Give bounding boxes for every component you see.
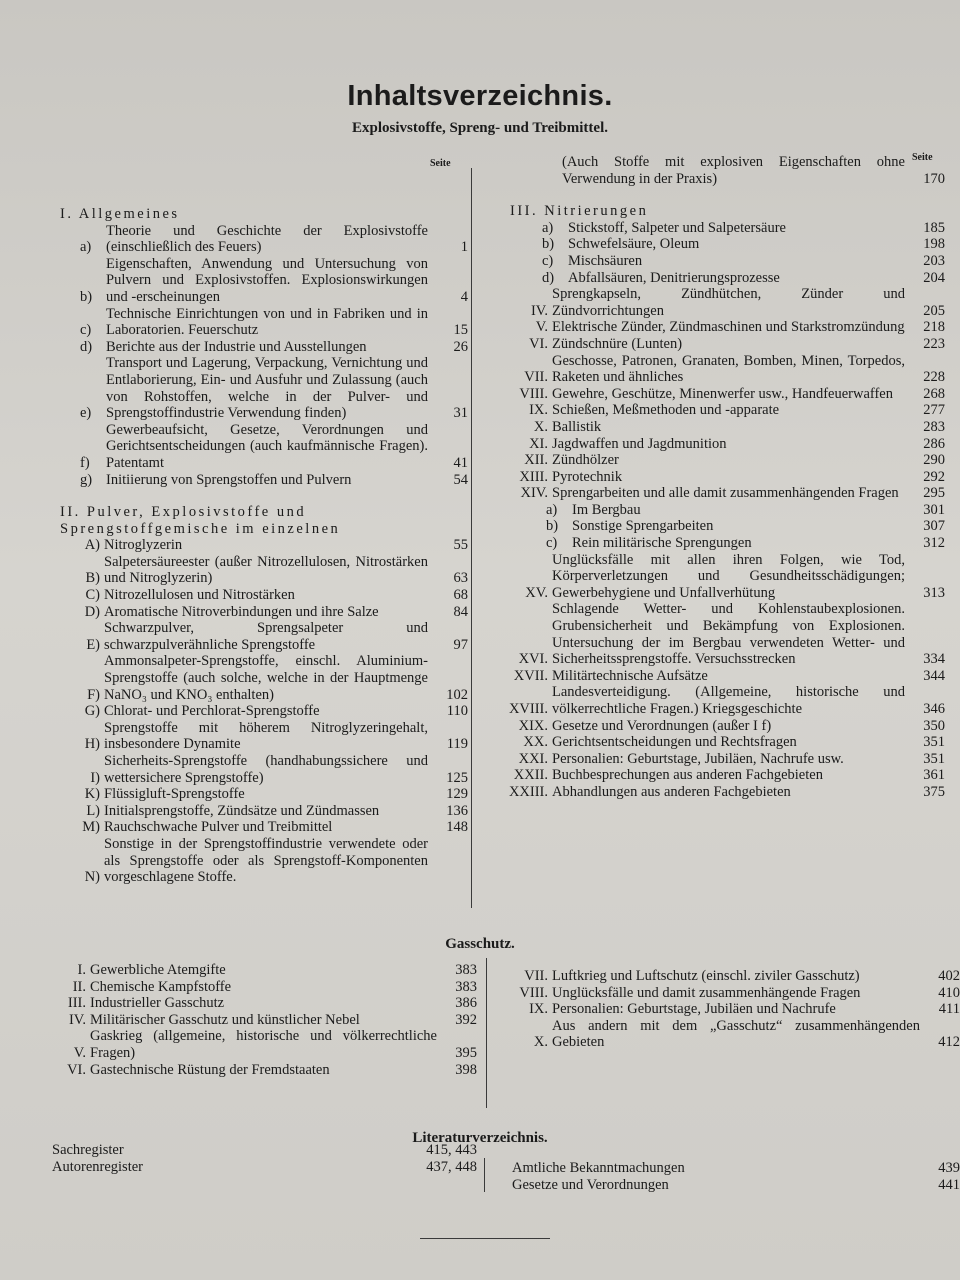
entry-number: d) <box>542 269 555 286</box>
page-number: 351 <box>923 734 945 751</box>
entry-number: XX. <box>523 734 548 751</box>
page-number: 295 <box>923 485 945 502</box>
entry-number: XV. <box>525 584 548 601</box>
left-column <box>60 198 468 886</box>
entry-text: Industrieller Gasschutz <box>90 995 225 1012</box>
list-item <box>500 684 945 717</box>
page-number: 395 <box>455 1044 477 1061</box>
page-number: 26 <box>453 338 468 355</box>
list-item <box>500 601 945 667</box>
page-number: 301 <box>923 501 945 518</box>
entry-number: E) <box>86 636 100 653</box>
page-number: 351 <box>923 750 945 767</box>
entry-text: Gastechnische Rüstung der Fremdstaaten <box>90 1061 330 1078</box>
literatur-right <box>512 1160 960 1193</box>
page-number: 344 <box>923 667 945 684</box>
page-number: 383 <box>455 978 477 995</box>
entry-number: e) <box>80 405 92 422</box>
entry-text: Sicherheits-Sprengstoffe (handhabungssichere und wettersichere Sprengstoffe) <box>104 753 428 786</box>
entry-number: L) <box>86 802 100 819</box>
entry-number: a) <box>542 219 554 236</box>
entry-number: f) <box>80 454 90 471</box>
list-item <box>60 554 468 587</box>
entry-number: XIX. <box>518 717 548 734</box>
page-number: 411 <box>938 1001 960 1018</box>
page-number: 97 <box>453 636 468 653</box>
list-item <box>500 518 945 535</box>
page-number: 437, 448 <box>426 1158 477 1175</box>
entry-text: Nitrozellulosen und Nitrostärken <box>104 587 295 604</box>
pulver-list <box>60 537 468 885</box>
list-item <box>500 452 945 469</box>
entry-number: IV. <box>68 1011 86 1028</box>
entry-text: Personalien: Geburtstage, Jubiläen, Nachrufe usw. <box>552 750 844 767</box>
list-item <box>60 604 468 621</box>
entry-text: Sachregister <box>52 1142 124 1158</box>
page-number: 383 <box>455 962 477 978</box>
literatur-left <box>52 1142 477 1175</box>
entry-text: Aus andern mit dem „Gasschutz“ zusammenhängenden Gebieten <box>552 1017 920 1051</box>
gasschutz-divider <box>486 958 487 1108</box>
list-item <box>52 979 477 996</box>
entry-text: Militärischer Gasschutz und künstlicher Nebel <box>90 1011 360 1028</box>
entry-number: XVII. <box>513 667 548 684</box>
entry-number: I. <box>77 962 86 978</box>
gasschutz-right-list <box>500 968 960 1051</box>
group-heading-nitrierungen: III. Nitrierungen <box>510 203 649 220</box>
list-item <box>60 819 468 836</box>
list-item <box>500 154 945 187</box>
entry-number: G) <box>84 703 100 720</box>
entry-text: Gesetze und Verordnungen <box>512 1176 669 1193</box>
section-heading-literatur: Literaturverzeichnis. <box>412 1130 548 1146</box>
list-item <box>60 587 468 604</box>
page-number: 313 <box>923 584 945 601</box>
entry-text: Jagdwaffen und Jagdmunition <box>552 435 727 452</box>
page-number: 283 <box>923 418 945 435</box>
entry-number: XVIII. <box>508 701 548 717</box>
list-item <box>52 1028 477 1061</box>
entry-number: B) <box>85 570 100 587</box>
entry-number: b) <box>542 236 555 253</box>
entry-text: Abfallsäuren, Denitrierungsprozesse <box>568 269 780 286</box>
entry-number: XI. <box>529 435 548 452</box>
list-item <box>500 535 945 552</box>
group-heading-pulver: II. Pulver, Explosivstoffe und Sprengstoffgemische im einzelnen <box>60 504 341 537</box>
page-number: 286 <box>923 435 945 452</box>
entry-number: XXIII. <box>508 783 548 800</box>
list-item <box>52 1142 477 1159</box>
page-number: 375 <box>923 783 945 800</box>
entry-text: Autorenregister <box>52 1158 143 1175</box>
list-item <box>60 355 468 421</box>
gasschutz-left <box>52 962 477 1078</box>
list-item <box>500 767 945 784</box>
entry-number: a) <box>80 239 92 256</box>
entry-number: XIV. <box>520 485 548 502</box>
allgemeines-list <box>60 223 468 489</box>
list-item <box>500 784 945 801</box>
page-number: 84 <box>453 603 468 620</box>
literatur-divider <box>484 1158 485 1192</box>
section-heading-explosivstoffe: Explosivstoffe, Spreng- und Treibmittel. <box>352 120 608 136</box>
page-number: 292 <box>923 468 945 485</box>
page-number: 223 <box>923 335 945 352</box>
entry-number: VI. <box>67 1061 86 1078</box>
entry-text: Salpetersäureester (außer Nitrozellulosen, Nitrostärken und Nitroglyzerin) <box>104 553 428 587</box>
entry-text: Sonstige Sprengarbeiten <box>572 518 714 535</box>
page-number: 129 <box>446 786 468 803</box>
entry-text: Theorie und Geschichte der Explosivstoffe (einschließlich des Feuers) <box>106 222 428 256</box>
entry-number: XVI. <box>518 651 548 668</box>
page-number: 63 <box>453 570 468 587</box>
entry-text: Sonstige in der Sprengstoffindustrie verwendete oder als Sprengstoffe oder als Sprengstoff-Komponenten vorgeschlagene Stoffe. <box>104 835 428 886</box>
list-item <box>500 968 960 985</box>
page-number: 402 <box>938 968 960 984</box>
entry-text: Gewehre, Geschütze, Minenwerfer usw., Handfeuerwaffen <box>552 385 893 402</box>
entry-text: Pyrotechnik <box>552 468 623 485</box>
list-item <box>500 386 945 403</box>
page-number: 1 <box>460 239 468 256</box>
entry-number: b) <box>80 288 93 305</box>
list-item <box>500 502 945 519</box>
entry-text: Stickstoff, Salpeter und Salpetersäure <box>568 219 786 236</box>
entry-number: b) <box>546 518 559 535</box>
list-item <box>500 319 945 336</box>
entry-text: Zündhölzer <box>552 452 619 469</box>
page-number: 412 <box>938 1034 960 1051</box>
entry-text: Initialsprengstoffe, Zündsätze und Zündmassen <box>104 802 380 819</box>
gasschutz-right <box>500 968 960 1051</box>
page-number: 136 <box>446 802 468 819</box>
entry-text: Schießen, Meßmethoden und -apparate <box>552 402 780 419</box>
entry-number: c) <box>546 535 558 552</box>
entry-number: a) <box>546 501 558 518</box>
list-item <box>512 1177 960 1194</box>
sprengarbeiten-list <box>500 502 945 552</box>
entry-text: Buchbesprechungen aus anderen Fachgebieten <box>552 767 823 784</box>
page-number: 41 <box>453 454 468 471</box>
entry-text: Elektrische Zünder, Zündmaschinen und Starkstromzündung <box>552 319 905 336</box>
list-item <box>500 1018 960 1051</box>
list-item <box>60 620 468 653</box>
entry-text: Technische Einrichtungen von und in Fabriken und in Laboratorien. Feuerschutz <box>106 305 428 339</box>
list-item <box>60 786 468 803</box>
list-item <box>60 537 468 554</box>
list-item <box>60 223 468 256</box>
right-column <box>500 154 945 801</box>
list-item <box>500 552 945 602</box>
list-item <box>500 236 945 253</box>
page-number: 102 <box>446 686 468 703</box>
entry-number: I) <box>90 769 100 786</box>
list-item <box>60 753 468 786</box>
page-number: 15 <box>453 322 468 339</box>
list-item <box>60 653 468 703</box>
seite-label-left: Seite <box>430 158 451 169</box>
entry-text: Nitroglyzerin <box>104 537 183 554</box>
literatur-right-list <box>512 1160 960 1193</box>
page-number: 54 <box>453 471 468 488</box>
entry-text: Eigenschaften, Anwendung und Untersuchung von Pulvern und Explosivstoffen. Explosionswirkungen und -erscheinungen <box>106 255 428 305</box>
entry-text: Chemische Kampfstoffe <box>90 978 232 995</box>
entry-number: g) <box>80 471 93 488</box>
page-number: 68 <box>453 587 468 604</box>
entry-text: Geschosse, Patronen, Granaten, Bomben, Minen, Torpedos, Raketen und ähnliches <box>552 352 905 386</box>
entry-text: Aromatische Nitroverbindungen und ihre Salze <box>104 603 379 620</box>
list-item <box>52 1062 477 1079</box>
entry-number: XXII. <box>513 767 548 784</box>
entry-text: Transport und Lagerung, Verpackung, Vernichtung und Entlaborierung, Ein- und Ausfuhr und Zulassung (auch von Rohstoffen, welche in der Pulver- und Sprengstoffindustrie Verwendung finden) <box>106 355 428 422</box>
entry-text: Im Bergbau <box>572 501 641 518</box>
entry-number: II. <box>72 978 86 995</box>
entry-text: Rauchschwache Pulver und Treibmittel <box>104 819 333 836</box>
page-number: 119 <box>446 736 468 753</box>
page-number: 334 <box>923 651 945 668</box>
entry-number: H) <box>84 736 100 753</box>
entry-text: Chlorat- und Perchlorat-Sprengstoffe <box>104 703 320 720</box>
list-item <box>500 253 945 270</box>
column-divider <box>471 168 472 908</box>
list-item <box>52 995 477 1012</box>
entry-number: X. <box>533 418 548 435</box>
entry-number: M) <box>82 819 100 836</box>
list-item <box>500 220 945 237</box>
page-number: 439 <box>938 1160 960 1176</box>
right-items-list <box>500 286 945 502</box>
list-item <box>60 472 468 489</box>
list-item <box>60 339 468 356</box>
entry-number: VII. <box>524 968 548 984</box>
page-number: 346 <box>923 701 945 717</box>
entry-text: Amtliche Bekanntmachungen <box>512 1160 685 1176</box>
page-number: 410 <box>938 984 960 1001</box>
entry-text: Schwarzpulver, Sprengsalpeter und schwarzpulverähnliche Sprengstoffe <box>104 620 428 653</box>
list-item <box>60 306 468 339</box>
page-number: 350 <box>923 717 945 734</box>
entry-text: Rein militärische Sprengungen <box>572 535 752 552</box>
entry-number: X. <box>533 1034 548 1051</box>
entry-text: Sprengkapseln, Zündhütchen, Zünder und Zündvorrichtungen <box>552 286 905 319</box>
entry-number: XII. <box>524 452 548 469</box>
page-title: Inhaltsverzeichnis. <box>347 80 613 112</box>
entry-text: Gaskrieg (allgemeine, historische und völkerrechtliche Fragen) <box>90 1028 437 1061</box>
entry-number: IX. <box>529 1001 548 1018</box>
gasschutz-left-list <box>52 962 477 1078</box>
list-item <box>500 419 945 436</box>
list-item <box>52 962 477 979</box>
page-number: 277 <box>923 402 945 419</box>
page-number: 312 <box>923 535 945 552</box>
entry-number: IV. <box>530 302 548 319</box>
page-number: 198 <box>923 236 945 253</box>
page-number: 4 <box>460 288 468 305</box>
entry-text: Luftkrieg und Luftschutz (einschl. ziviler Gasschutz) <box>552 968 860 984</box>
page-number: 392 <box>455 1011 477 1028</box>
list-item <box>60 256 468 306</box>
list-item <box>500 985 960 1002</box>
seite-label-right: Seite <box>912 152 933 163</box>
page-number: 55 <box>453 537 468 554</box>
list-item <box>500 353 945 386</box>
entry-number: XIII. <box>519 468 548 485</box>
section-heading-gasschutz: Gasschutz. <box>445 936 515 952</box>
page-number: 386 <box>455 995 477 1012</box>
nitrierungen-list <box>500 220 945 286</box>
entry-number: VIII. <box>519 385 548 402</box>
page-number: 110 <box>446 703 468 720</box>
entry-text: Gesetze und Verordnungen (außer I f) <box>552 717 772 734</box>
entry-number: IX. <box>529 402 548 419</box>
list-item <box>52 1159 477 1176</box>
entry-number: D) <box>84 603 100 620</box>
entry-text: Flüssigluft-Sprengstoffe <box>104 786 245 803</box>
list-item <box>500 718 945 735</box>
list-item <box>500 469 945 486</box>
list-item <box>500 734 945 751</box>
entry-text: Gerichtsentscheidungen und Rechtsfragen <box>552 734 797 751</box>
list-item <box>500 485 945 502</box>
list-item <box>60 803 468 820</box>
entry-number: C) <box>85 587 100 604</box>
entry-text: Gewerbliche Atemgifte <box>90 962 226 978</box>
entry-text: Unglücksfälle mit allen ihren Folgen, wie Tod, Körperverletzungen und Gesundheitsschädigungen; Gewerbehygiene und Unfallverhütung <box>552 551 905 601</box>
entry-text: Schwefelsäure, Oleum <box>568 236 700 253</box>
list-item <box>500 751 945 768</box>
entry-text: Schlagende Wetter- und Kohlenstaubexplosionen. Grubensicherheit und Bekämpfung von Explosionen. Untersuchung der im Bergbau verwendeten Wetter- und Sicherheitssprengstoffe. Versuchsstrecken <box>552 601 905 668</box>
entry-number: III. <box>67 995 86 1012</box>
page-number: 218 <box>923 319 945 336</box>
entry-number: A) <box>84 537 100 554</box>
literatur-left-list <box>52 1142 477 1175</box>
entry-text: Abhandlungen aus anderen Fachgebieten <box>552 783 791 800</box>
entry-number: c) <box>80 322 92 339</box>
list-item <box>500 668 945 685</box>
page-number: 170 <box>923 170 945 187</box>
entry-text: Ballistik <box>552 418 602 435</box>
closing-rule <box>420 1238 550 1239</box>
entry-number: K) <box>84 786 100 803</box>
list-item <box>500 270 945 287</box>
list-item <box>60 703 468 720</box>
group-heading-allgemeines: I. Allgemeines <box>60 206 180 222</box>
entry-number: d) <box>80 338 93 355</box>
list-item <box>500 402 945 419</box>
page-number: 228 <box>923 369 945 386</box>
list-item <box>500 436 945 453</box>
entry-text: Gewerbeaufsicht, Gesetze, Verordnungen und Gerichtsentscheidungen (auch kaufmännische Fragen). Patentamt <box>106 421 428 471</box>
right-items-list-2 <box>500 552 945 801</box>
entry-number: V. <box>73 1044 86 1061</box>
page-number: 185 <box>923 219 945 236</box>
page-number: 148 <box>446 819 468 836</box>
entry-number: F) <box>87 686 100 703</box>
entry-number: VIII. <box>519 984 548 1001</box>
page-number: 441 <box>938 1176 960 1193</box>
entry-text: Militärtechnische Aufsätze <box>552 667 708 684</box>
page-number: 398 <box>455 1061 477 1078</box>
entry-text: Unglücksfälle und damit zusammenhängende Fragen <box>552 984 861 1001</box>
page-number: 361 <box>923 767 945 784</box>
list-item <box>60 422 468 472</box>
entry-number: VI. <box>529 335 548 352</box>
entry-text: Personalien: Geburtstage, Jubiläen und Nachrufe <box>552 1001 836 1018</box>
page-number: 205 <box>923 302 945 319</box>
page-number: 204 <box>923 269 945 286</box>
list-item <box>500 1001 960 1018</box>
entry-text: (Auch Stoffe mit explosiven Eigenschaften ohne Verwendung in der Praxis) <box>562 154 905 187</box>
entry-number: XXI. <box>518 750 548 767</box>
page-number: 307 <box>923 518 945 535</box>
entry-text: Mischsäuren <box>568 252 643 269</box>
page-number: 203 <box>923 252 945 269</box>
entry-text: Berichte aus der Industrie und Ausstellungen <box>106 338 367 355</box>
entry-text: Landesverteidigung. (Allgemeine, historische und völkerrechtliche Fragen.) Kriegsgeschichte <box>552 684 905 717</box>
entry-text: Initiierung von Sprengstoffen und Pulvern <box>106 471 352 488</box>
page-number: 268 <box>923 385 945 402</box>
entry-number: V. <box>535 319 548 336</box>
entry-text: Sprengstoffe mit höherem Nitroglyzeringehalt, insbesondere Dynamite <box>104 719 428 753</box>
list-item <box>500 336 945 353</box>
list-item <box>60 836 468 886</box>
page-number: 290 <box>923 452 945 469</box>
list-item <box>500 286 945 319</box>
entry-number: VII. <box>524 369 548 386</box>
list-item <box>512 1160 960 1177</box>
list-item <box>52 1012 477 1029</box>
entry-text: Ammonsalpeter-Sprengstoffe, einschl. Aluminium-Sprengstoffe (auch solche, welche in der Hauptmenge NaNO₃ und KNO₃ enthalten) <box>104 653 428 703</box>
list-item <box>60 720 468 753</box>
entry-text: Sprengarbeiten und alle damit zusammenhängenden Fragen <box>552 485 899 502</box>
page-number: 125 <box>446 769 468 786</box>
page-number: 31 <box>453 405 468 422</box>
entry-number: c) <box>542 252 554 269</box>
entry-number: N) <box>84 869 100 886</box>
page-number: 415, 443 <box>426 1142 477 1158</box>
entry-text: Zündschnüre (Lunten) <box>552 335 683 352</box>
